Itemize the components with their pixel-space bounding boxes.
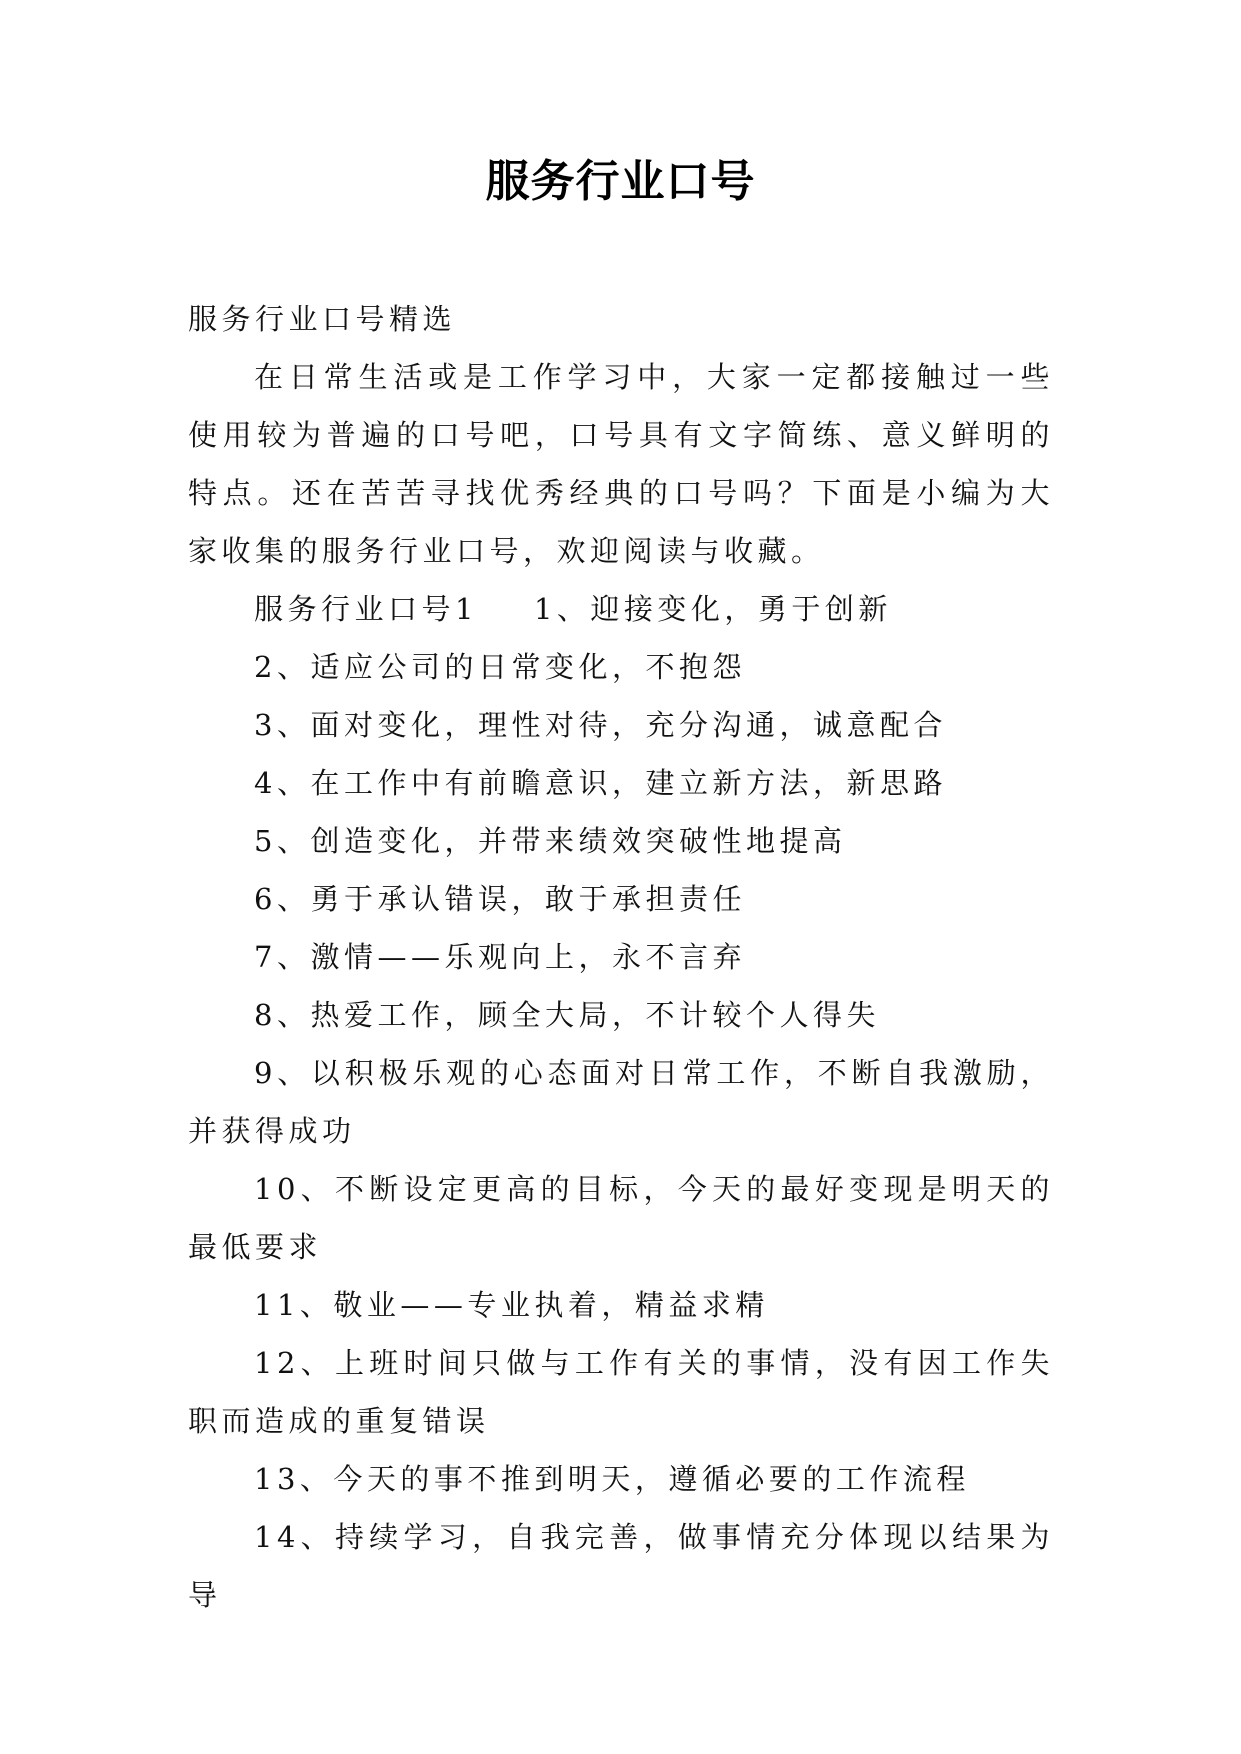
list-item: 6、勇于承认错误，敢于承担责任: [254, 882, 746, 916]
list-item: 14、持续学习，自我完善，做事情充分体现以结果为导: [188, 1520, 1054, 1612]
list-item: 13、今天的事不推到明天，遵循必要的工作流程: [254, 1462, 970, 1496]
section-first-line: [188, 580, 1054, 638]
list-item: 9、以积极乐观的心态面对日常工作，不断自我激励，并获得成功: [188, 1056, 1054, 1148]
list-item: 5、创造变化，并带来绩效突破性地提高: [254, 824, 847, 858]
list-item: 1、迎接变化，勇于创新: [533, 592, 892, 626]
list-item: 11、敬业——专业执着，精益求精: [254, 1288, 769, 1322]
document-body: [188, 290, 1054, 1624]
list-item: 8、热爱工作，顾全大局，不计较个人得失: [254, 998, 880, 1032]
list-item: 2、适应公司的日常变化，不抱怨: [254, 650, 746, 684]
list-item: 3、面对变化，理性对待，充分沟通，诚意配合: [254, 708, 947, 742]
list-item: 10、不断设定更高的目标，今天的最好变现是明天的最低要求: [188, 1172, 1054, 1264]
section-heading: 服务行业口号1: [254, 592, 478, 626]
list-item: 12、上班时间只做与工作有关的事情，没有因工作失职而造成的重复错误: [188, 1346, 1054, 1438]
list-item: 4、在工作中有前瞻意识，建立新方法，新思路: [254, 766, 947, 800]
list-item: 7、激情——乐观向上，永不言弃: [254, 940, 746, 974]
subtitle: 服务行业口号精选: [188, 302, 457, 336]
document-title: 服务行业口号: [485, 156, 756, 207]
intro-paragraph: 在日常生活或是工作学习中，大家一定都接触过一些使用较为普遍的口号吧，口号具有文字简练、意义鲜明的特点。还在苦苦寻找优秀经典的口号吗？下面是小编为大家收集的服务行业口号，欢迎阅读与收藏。: [188, 360, 1054, 568]
